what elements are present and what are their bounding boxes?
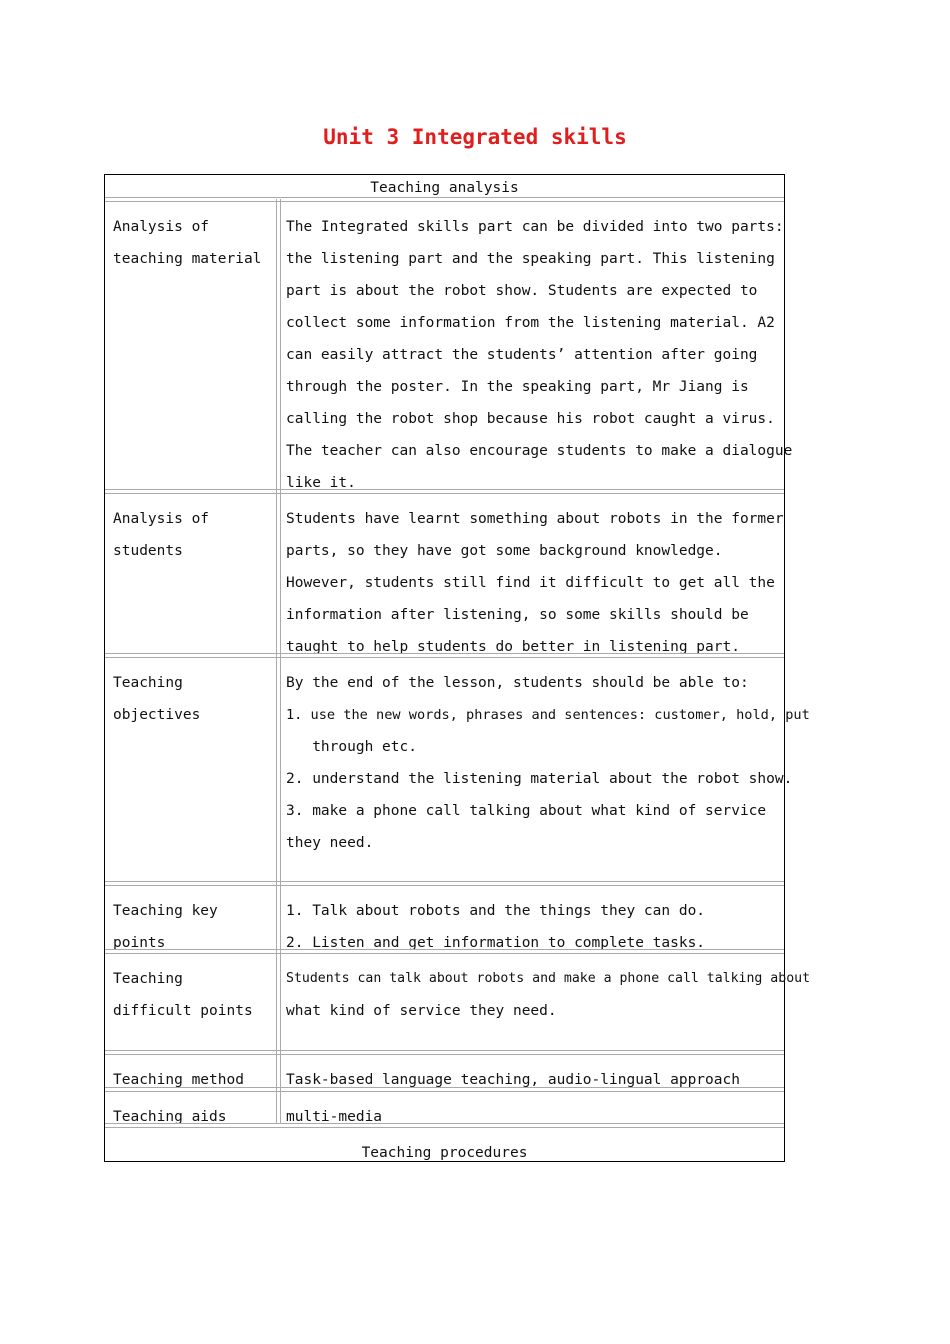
table-footer-row [105,1127,784,1161]
row-content: 1. Talk about robots and the things they can do. 2. Listen and get information to complete tasks. [286,903,706,951]
row-label: Teaching aids [113,1109,227,1125]
row-label: Teaching objectives [113,675,201,723]
row-content: multi-media [286,1109,383,1125]
row-content: Task-based language teaching, audio-lingual approach [286,1072,740,1088]
table-row-key-points [105,885,784,951]
table-row-teaching-material [105,201,793,491]
page-title: Unit 3 Integrated skills [323,125,627,149]
row-label: Teaching key points [113,903,218,951]
teaching-analysis-table [104,174,811,1162]
row-label: Analysis of students [113,511,210,559]
row-content: By the end of the lesson, students should be able to: 1. use the new words, phrases and sentences: customer, hold, put through etc. 2. understand the listening material about the robot show. 3. make a phone call talking about what kind of service they need. [286,675,810,851]
row-label: Teaching method [113,1072,244,1088]
table-row-aids [105,1091,784,1125]
table-row-objectives [105,657,810,883]
row-label: Analysis of teaching material [113,219,262,267]
table-header-row [105,175,784,199]
row-content: Students can talk about robots and make a phone call talking about what kind of service they need. [286,971,811,1019]
table-row-difficult-points [105,953,811,1051]
table-row-method [105,1054,784,1088]
row-content: Students have learnt something about robots in the former parts, so they have got some background knowledge. However, students still find it difficult to get all the information after listening, so some skills should be taught to help students do better in listening part. [286,511,784,655]
table-row-students [105,493,784,655]
table-footer: Teaching procedures [361,1145,528,1161]
row-label: Teaching difficult points [113,971,253,1019]
row-content: The Integrated skills part can be divided into two parts: the listening part and the speaking part. This listening part is about the robot show. Students are expected to collect some information from the listening material. A2 can easily attract the students’ attention after going through the poster. In the speaking part, Mr Jiang is calling the robot shop because his robot caught a virus. The teacher can also encourage students to make a dialogue like it. [286,219,793,491]
table-header: Teaching analysis [370,180,519,196]
